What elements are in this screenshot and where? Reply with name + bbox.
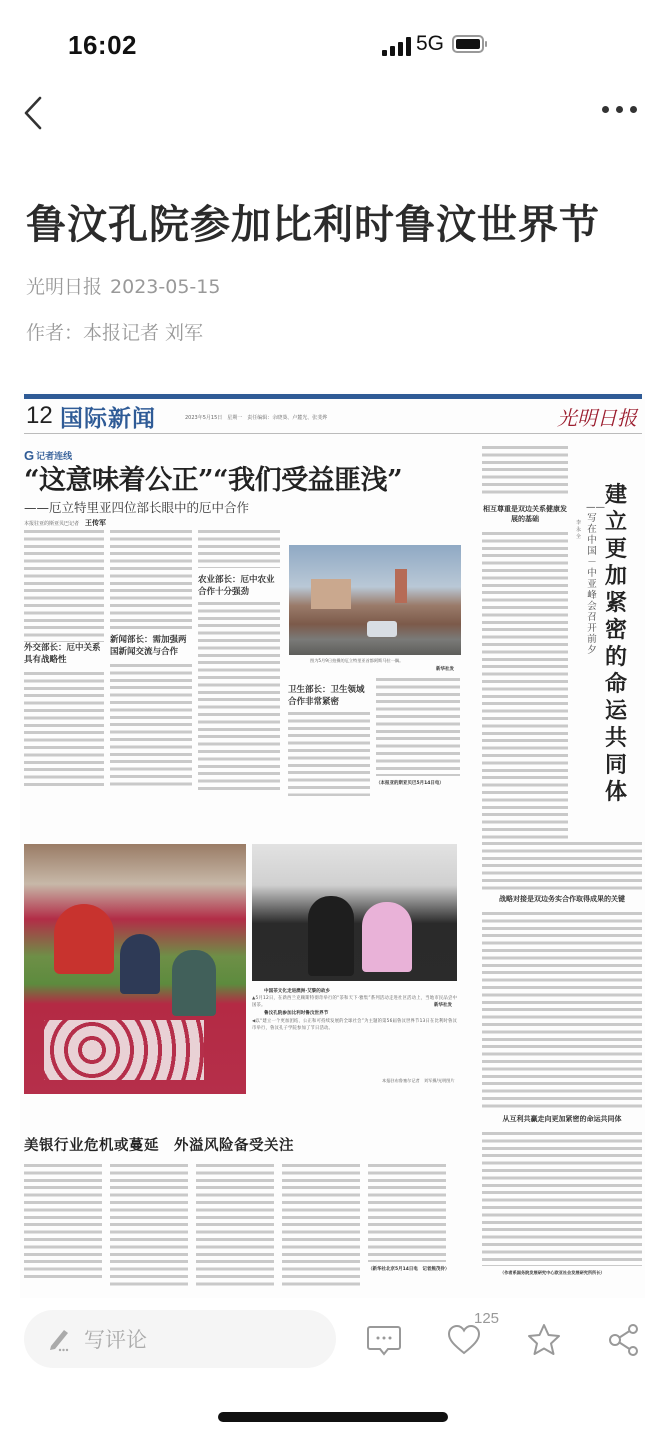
body-text-block	[24, 528, 104, 642]
body-text-block	[482, 444, 568, 498]
masthead-divider	[24, 433, 642, 434]
body-text-block	[288, 710, 370, 796]
body-text-block	[24, 1162, 102, 1280]
body-text-block	[110, 1162, 188, 1288]
like-count: 125	[474, 1310, 500, 1327]
person-shape	[362, 902, 412, 972]
body-text-block	[482, 1130, 642, 1266]
comment-button[interactable]	[366, 1322, 402, 1358]
building-shape	[311, 579, 351, 609]
back-button[interactable]	[20, 95, 50, 131]
side-headline: 建立更加紧密的命运共同体	[604, 482, 627, 805]
caption-credit-2: 本报驻布鲁塞尔记者 刘军摄/光明图片	[382, 1078, 455, 1083]
lead-headline: “这意味着公正”“我们受益匪浅”	[24, 465, 403, 496]
festival-photo	[24, 844, 246, 1094]
article-author-line	[26, 318, 203, 345]
more-button[interactable]	[602, 106, 637, 113]
bottom-end-note: （新华社北京5月14日电 记者熊茂伶）	[368, 1267, 450, 1272]
subhead-foreign: 外交部长：厄中关系具有战略性	[24, 643, 101, 665]
heart-icon	[446, 1322, 482, 1358]
section-title: 国际新闻	[60, 405, 156, 432]
share-icon	[606, 1322, 642, 1358]
caption-title-1: 中国茶文化走进澳洲·艾黎的故乡	[264, 989, 331, 994]
body-text-block	[110, 662, 192, 788]
more-dot	[630, 106, 637, 113]
more-dot	[616, 106, 623, 113]
byline-prefix: 本报驻亚的斯亚贝巴记者	[24, 521, 80, 527]
pencil-icon	[48, 1326, 70, 1352]
masthead-meta: 2023年5月15日 星期一 责任编辑：余晓葵、卢麓光、张斐烨	[185, 415, 328, 421]
tower-shape	[395, 569, 407, 603]
comment-bubble-icon	[366, 1322, 402, 1358]
favorite-button[interactable]	[526, 1322, 562, 1358]
masks-shape	[44, 1020, 204, 1080]
side-author: 李永全	[575, 520, 581, 540]
bottom-headline: 美银行业危机或蔓延 外溢风险备受关注	[24, 1137, 294, 1154]
page-number: 12	[26, 402, 53, 429]
article-source-line	[26, 272, 220, 299]
share-button[interactable]	[606, 1322, 642, 1358]
body-text-block	[196, 1162, 274, 1288]
comment-placeholder: 写评论	[84, 1328, 147, 1352]
body-text-block	[198, 600, 280, 790]
article-title: 鲁汶孔院参加比利时鲁汶世界节	[26, 201, 600, 248]
asmara-street-photo	[289, 545, 461, 655]
newspaper-page-image[interactable]	[20, 392, 645, 1298]
side-author-note: （作者系国务院发展研究中心欧亚社会发展研究所所长）	[500, 1270, 605, 1275]
author-name: 本报记者 刘军	[83, 322, 204, 344]
star-icon	[526, 1322, 562, 1358]
person-shape	[120, 934, 160, 994]
body-text-block	[282, 1162, 360, 1288]
g-logo-icon: G	[24, 448, 35, 463]
caption-title-2: 鲁汶孔院参加比利时鲁汶世界节	[264, 1011, 329, 1016]
chevron-left-icon	[20, 95, 50, 131]
source-name: 光明日报	[26, 276, 103, 298]
status-bar	[0, 0, 665, 80]
lead-end-note: （本报亚的斯亚贝巴5月14日电）	[376, 781, 444, 786]
subhead-health: 卫生部长：卫生领域合作非常紧密	[288, 685, 365, 707]
tea-tasting-photo	[252, 844, 457, 981]
masthead-rule	[24, 394, 642, 399]
subhead-agriculture: 农业部长：厄中农业合作十分强劲	[198, 575, 275, 597]
author-label: 作者：	[26, 322, 84, 344]
car-shape	[367, 621, 397, 637]
body-text-block	[482, 840, 642, 890]
person-shape	[172, 950, 216, 1016]
side-subhead-3: 从互利共赢走向更加紧密的命运共同体	[502, 1114, 622, 1123]
battery-icon	[452, 35, 484, 53]
body-text-block	[482, 530, 568, 840]
bottom-toolbar	[0, 1300, 665, 1380]
more-dots-icon	[602, 106, 609, 113]
lead-subheadline: ——厄立特里亚四位部长眼中的厄中合作	[24, 500, 250, 515]
byline-name: 王传军	[85, 519, 107, 527]
lead-byline	[24, 518, 106, 528]
caption-text-1: ▲5月12日，在新西兰克赖斯特彻奇举行的“茶和天下·雅集”系列活动走进社区活动上，当地市民品尝中国茶。	[252, 996, 457, 1009]
caption-credit-1: 新华社发	[434, 1003, 452, 1008]
publish-date: 2023-05-15	[110, 276, 221, 298]
body-text-block	[198, 528, 280, 568]
side-subhead-2: 战略对接是双边务实合作取得成果的关键	[499, 894, 625, 903]
body-text-block	[24, 670, 104, 788]
body-text-block	[482, 910, 642, 1110]
signal-icon	[382, 36, 411, 56]
kicker-label: 记者连线	[36, 452, 73, 462]
body-text-block	[376, 676, 460, 776]
home-indicator[interactable]	[218, 1412, 448, 1422]
network-type: 5G	[416, 32, 445, 55]
person-shape	[54, 904, 114, 974]
side-subheadline: ——写在中国－中亚峰会召开前夕	[586, 502, 605, 656]
photo-credit: 新华社发	[436, 667, 454, 672]
person-shape	[308, 896, 354, 976]
status-time: 16:02	[68, 30, 137, 60]
body-text-block	[110, 528, 192, 632]
side-subhead-1: 相互尊重是双边关系健康发展的基础	[483, 504, 567, 523]
battery-tip	[485, 41, 487, 47]
subhead-news: 新闻部长：需加强两国新闻交流与合作	[110, 635, 187, 657]
photo-caption: 图为5月9日拍摄的厄立特里亚首都阿斯马拉一隅。	[310, 658, 404, 663]
like-button[interactable]	[446, 1322, 482, 1358]
caption-text-2: ◀以“建立一个更加团结、公正和可持续发展的全球社会”为主题的第56届鲁汶世界节13日在比利时鲁汶市举行，鲁汶孔子学院参加了节日活动。	[252, 1019, 457, 1032]
body-text-block	[368, 1162, 446, 1262]
comment-input[interactable]	[24, 1310, 336, 1368]
newspaper-logo: 光明日报	[557, 406, 637, 430]
